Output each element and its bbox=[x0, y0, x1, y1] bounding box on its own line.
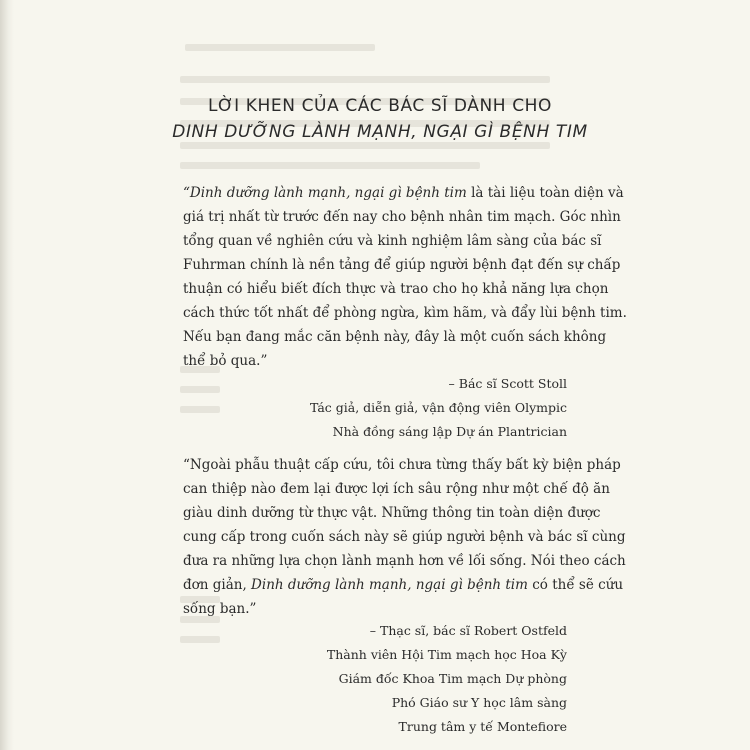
quote-2-attribution-role: Trung tâm y tế Montefiore bbox=[398, 719, 567, 734]
quote-1-line: cách thức tốt nhất để phòng ngừa, kìm hãm, và đẩy lùi bệnh tim. bbox=[183, 305, 627, 321]
quote-2-line: sống bạn.” bbox=[183, 601, 257, 617]
show-through-mark bbox=[180, 386, 220, 393]
show-through-mark bbox=[180, 406, 220, 413]
book-title-italic: Dinh dưỡng lành mạnh, ngại gì bệnh tim bbox=[251, 577, 528, 593]
show-through-mark bbox=[180, 76, 550, 83]
quote-1-attribution-role: Tác giả, diễn giả, vận động viên Olympic bbox=[309, 400, 567, 415]
quote-2-attribution-name: – Thạc sĩ, bác sĩ Robert Ostfeld bbox=[369, 623, 567, 638]
quote-2-line: “Ngoài phẫu thuật cấp cứu, tôi chưa từng thấy bất kỳ biện pháp bbox=[183, 457, 621, 473]
quote-2-attribution-role: Phó Giáo sư Y học lâm sàng bbox=[391, 695, 567, 710]
quote-2-line: giàu dinh dưỡng từ thực vật. Những thông tin toàn diện được bbox=[183, 505, 601, 521]
page-gutter-shadow bbox=[0, 0, 14, 750]
quote-1-line: tổng quan về nghiên cứu và kinh nghiệm lâm sàng của bác sĩ bbox=[183, 233, 602, 249]
show-through-mark bbox=[180, 162, 480, 169]
show-through-mark bbox=[180, 636, 220, 643]
quote-1-attribution-name: – Bác sĩ Scott Stoll bbox=[448, 376, 567, 391]
book-title-italic: “Dinh dưỡng lành mạnh, ngại gì bệnh tim bbox=[183, 185, 467, 201]
quote-1-line: Fuhrman chính là nền tảng để giúp người bệnh đạt đến sự chấp bbox=[183, 257, 621, 273]
quote-1-attribution-role: Nhà đồng sáng lập Dự án Plantrician bbox=[332, 424, 567, 439]
quote-1-line: thể bỏ qua.” bbox=[183, 353, 268, 369]
page-heading-line2: DINH DƯỠNG LÀNH MẠNH, NGẠI GÌ BỆNH TIM bbox=[172, 122, 588, 142]
quote-2-line: đơn giản, Dinh dưỡng lành mạnh, ngại gì bệnh tim có thể sẽ cứu bbox=[183, 577, 624, 593]
quote-2-line: đưa ra những lựa chọn lành mạnh hơn về lối sống. Nói theo cách bbox=[183, 553, 626, 569]
quote-2-attribution-role: Giám đốc Khoa Tim mạch Dự phòng bbox=[338, 671, 567, 686]
page-heading-line1: LỜI KHEN CỦA CÁC BÁC SĨ DÀNH CHO bbox=[207, 96, 553, 116]
show-through-mark bbox=[180, 142, 550, 149]
quote-1-line: Nếu bạn đang mắc căn bệnh này, đây là một cuốn sách không bbox=[183, 329, 607, 345]
quote-2-line: can thiệp nào đem lại được lợi ích sâu rộng như một chế độ ăn bbox=[183, 481, 610, 497]
quote-2-line: cung cấp trong cuốn sách này sẽ giúp người bệnh và bác sĩ cùng bbox=[183, 529, 626, 545]
quote-1-line: thuận có hiểu biết đích thực và trao cho họ khả năng lựa chọn bbox=[183, 281, 609, 297]
show-through-mark bbox=[185, 44, 375, 51]
quote-1-line: giá trị nhất từ trước đến nay cho bệnh nhân tim mạch. Góc nhìn bbox=[183, 209, 621, 225]
quote-2-attribution-role: Thành viên Hội Tim mạch học Hoa Kỳ bbox=[326, 647, 567, 662]
quote-1-line: “Dinh dưỡng lành mạnh, ngại gì bệnh tim là tài liệu toàn diện và bbox=[183, 185, 624, 201]
